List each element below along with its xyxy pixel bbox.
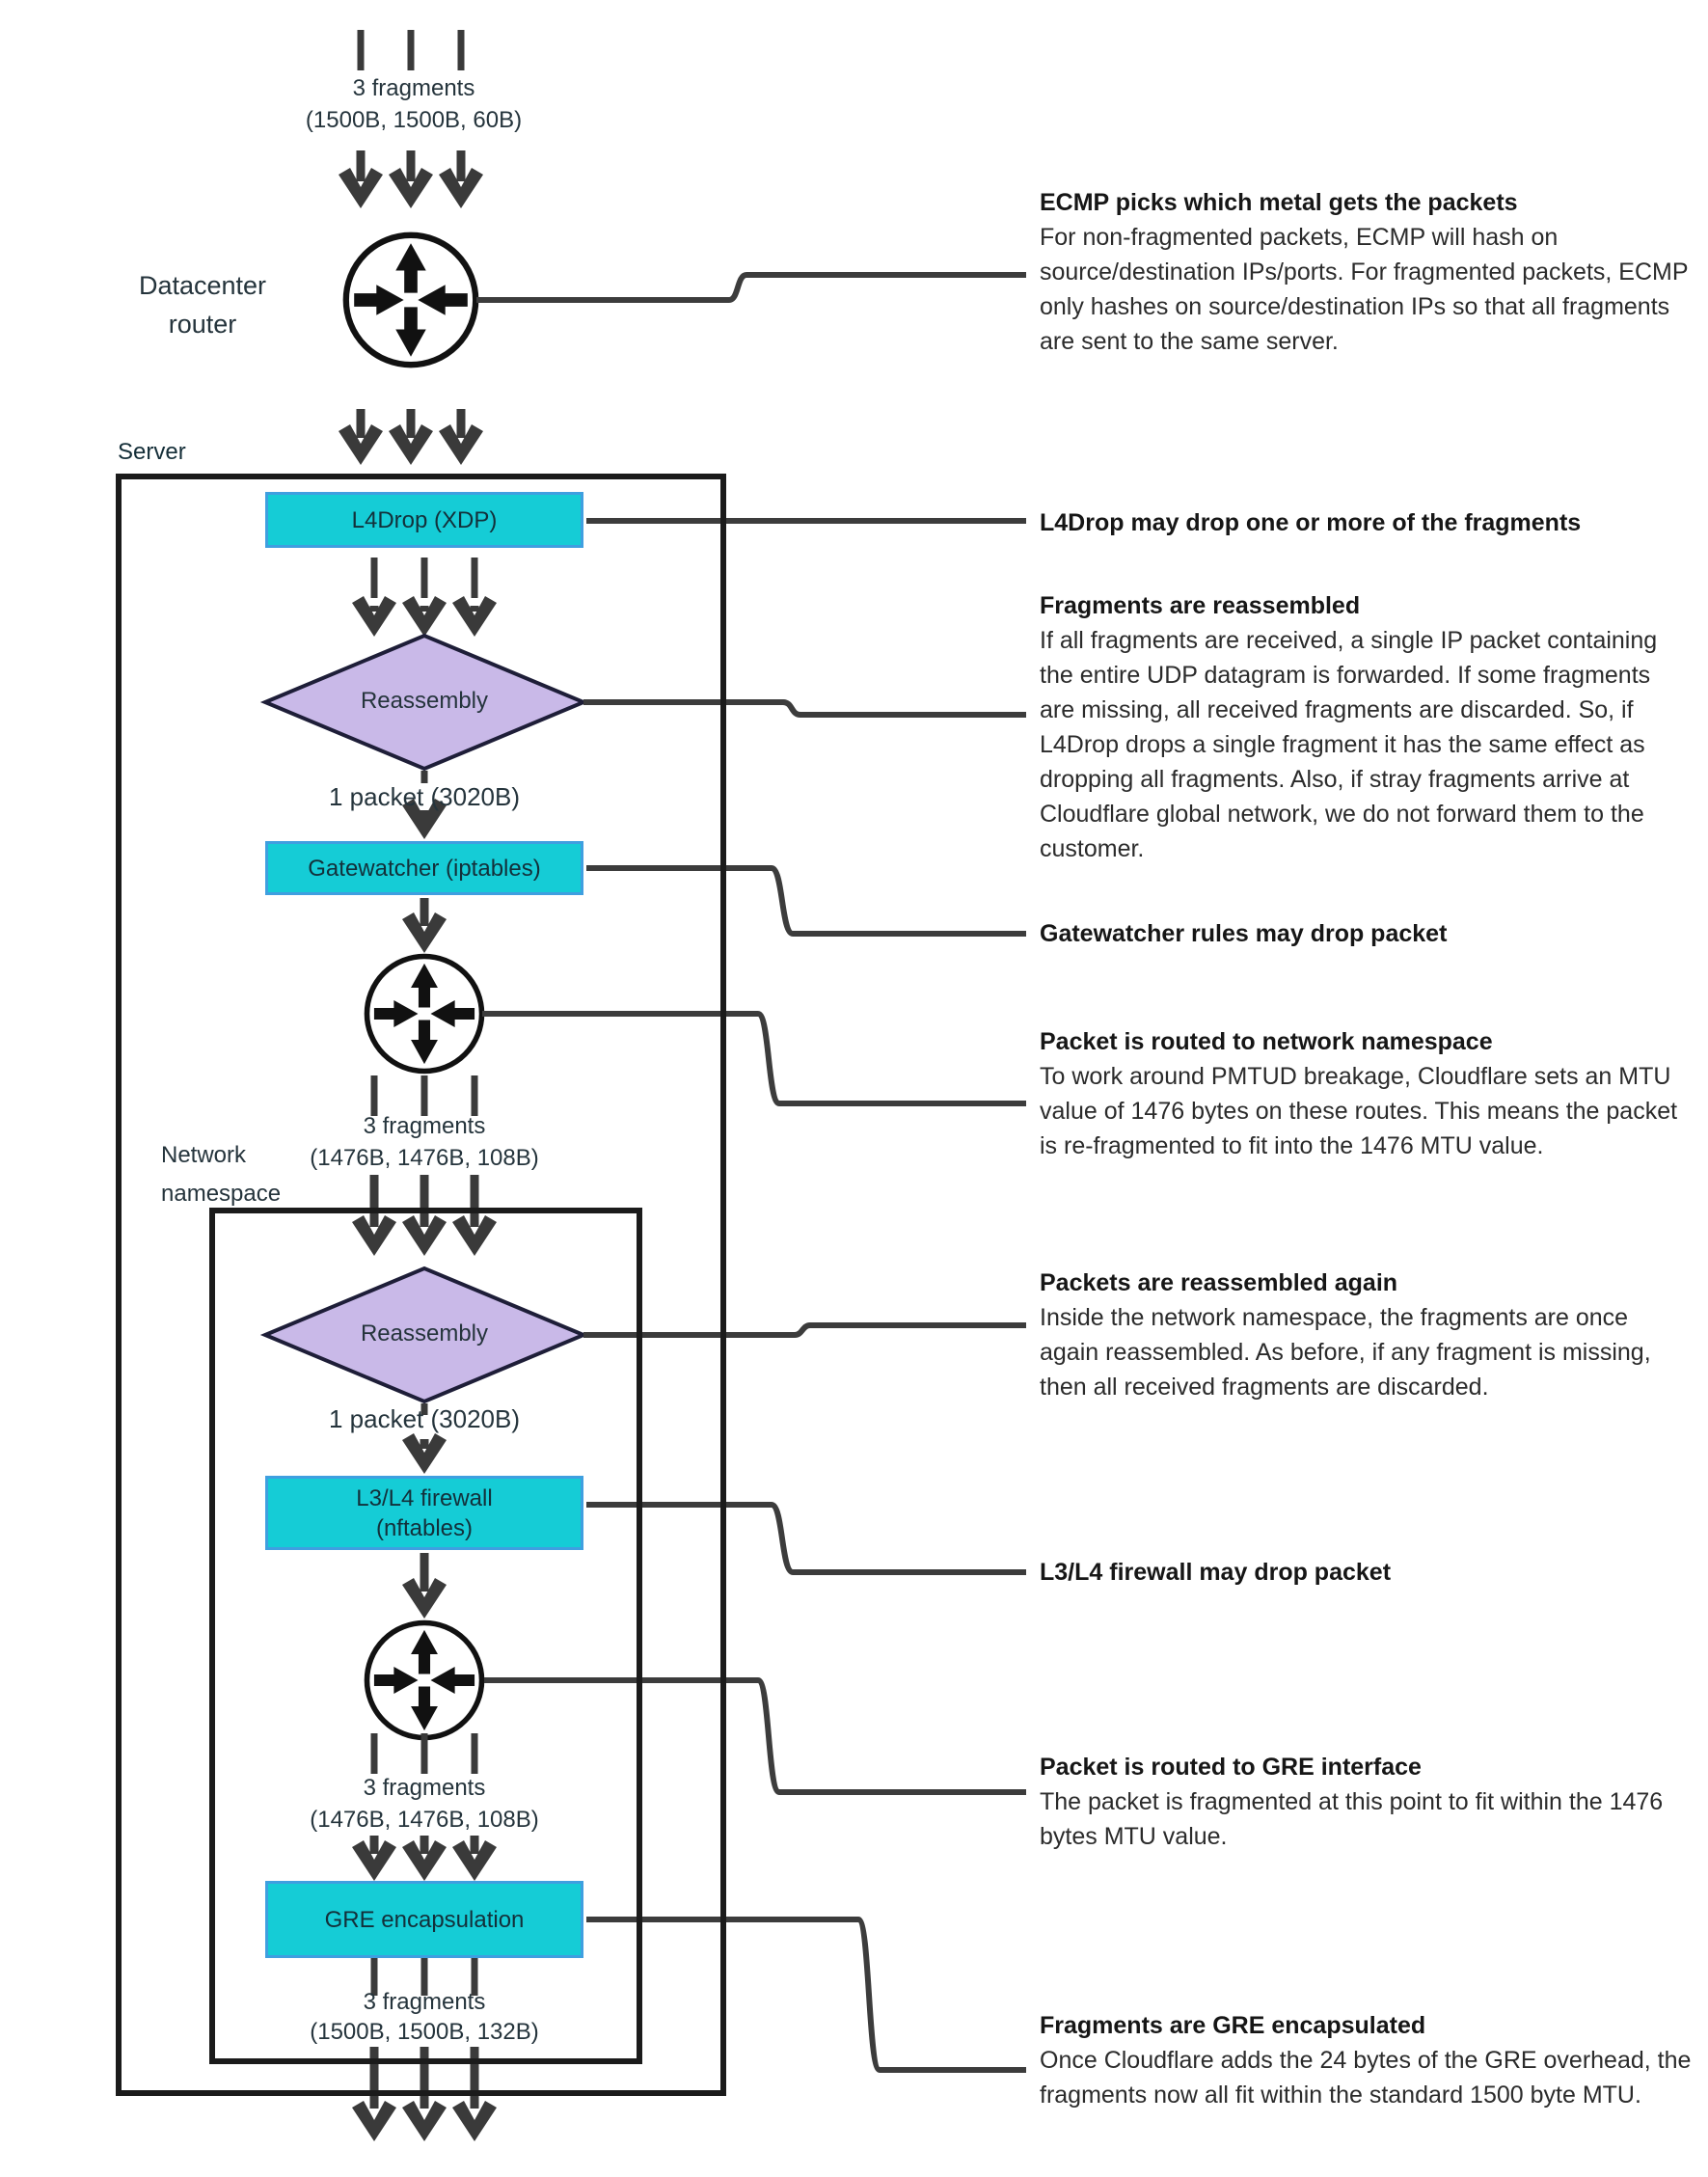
arrows-into-server <box>339 409 483 465</box>
connector-gre <box>586 1919 1026 2070</box>
annotation-ecmp-title: ECMP picks which metal gets the packets <box>1040 189 1518 216</box>
annotation-gatewatcher-title: Gatewatcher rules may drop packet <box>1040 920 1448 947</box>
annotation-ecmp <box>1040 185 1692 359</box>
annotation-reassembled-again <box>1040 1265 1692 1404</box>
l4drop-box <box>265 492 583 548</box>
annotation-reassembled <box>1040 588 1692 866</box>
annotation-gatewatcher <box>1040 916 1692 951</box>
annotation-reassembled-body: If all fragments are received, a single IP packet containing the entire UDP datagram is forwarded. If some fragments are missing, all received fragments are discarded. So, if L4Drop drops a single fragment it has the same effect as dropping all fragments. Also, if stray fragments arrive at Cloudflare global network, we do not forward them to the customer. <box>1040 627 1658 862</box>
datacenter-router-label <box>92 266 313 343</box>
l4drop-label: L4Drop (XDP) <box>351 506 498 533</box>
gre-in-fragments-label: 3 fragments <box>363 1775 486 1801</box>
annotation-ecmp-body: For non-fragmented packets, ECMP will hash on source/destination IPs/ports. For fragmented packets, ECMP only hashes on source/destination IPs so that all fragments are sent to the same server. <box>1040 224 1689 355</box>
fragment-ticks-after-route <box>371 1075 478 1116</box>
annotation-gre-encapsulated <box>1040 2008 1692 2112</box>
annotation-firewall-title: L3/L4 firewall may drop packet <box>1040 1559 1392 1586</box>
arrow-firewall-to-route <box>402 1553 447 1619</box>
annotation-reassembled-again-body: Inside the network namespace, the fragments are once again reassembled. As before, if any fragment is missing, then all received fragments are discarded. <box>1040 1304 1651 1401</box>
packet2-label: 1 packet (3020B) <box>328 1404 520 1433</box>
annotation-firewall <box>1040 1555 1692 1590</box>
annotation-route-namespace-body: To work around PMTUD breakage, Cloudflare sets an MTU value of 1476 bytes on these routes. This means the packet is re-fragmented to fit into the 1476 MTU value. <box>1040 1063 1678 1159</box>
annotation-route-gre-body: The packet is fragmented at this point to fit within the 1476 bytes MTU value. <box>1040 1788 1664 1850</box>
top-fragments-label: 3 fragments <box>352 75 475 101</box>
server-label: Server <box>118 439 186 465</box>
network-namespace-line1: Network <box>161 1142 247 1168</box>
annotation-l4drop-title: L4Drop may drop one or more of the fragments <box>1040 509 1582 536</box>
arrows-into-namespace <box>352 1175 497 1256</box>
arrow-packet-to-firewall <box>402 1433 447 1474</box>
route-icon-namespace <box>366 956 481 1071</box>
reassembly2-label: Reassembly <box>360 1320 489 1347</box>
connector-route-namespace <box>482 1014 1026 1103</box>
ns-in-fragments-sizes: (1476B, 1476B, 108B) <box>310 1145 539 1171</box>
annotation-gre-encapsulated-body: Once Cloudflare adds the 24 bytes of the GRE overhead, the fragments now all fit within the standard 1500 byte MTU. <box>1040 2047 1692 2109</box>
ns-in-fragments-label: 3 fragments <box>363 1113 486 1139</box>
firewall-line1: L3/L4 firewall <box>356 1484 493 1511</box>
network-namespace-line2: namespace <box>161 1181 282 1207</box>
gre-in-fragments-sizes: (1476B, 1476B, 108B) <box>310 1807 539 1833</box>
route-icon-gre <box>366 1622 481 1737</box>
annotation-l4drop <box>1040 505 1692 540</box>
arrows-into-router <box>339 150 483 208</box>
top-fragments-sizes: (1500B, 1500B, 60B) <box>305 107 523 133</box>
connector-reassembly-1 <box>583 702 1026 715</box>
annotation-reassembled-again-title: Packets are reassembled again <box>1040 1269 1398 1296</box>
arrow-gatewatcher-to-route <box>402 898 447 953</box>
datacenter-router-icon <box>346 235 475 365</box>
annotation-route-gre <box>1040 1750 1692 1854</box>
arrows-l4drop-to-reassembly <box>352 558 497 637</box>
gre-box <box>265 1881 583 1958</box>
packet1-label: 1 packet (3020B) <box>328 782 520 811</box>
datacenter-router-line2: router <box>168 310 237 339</box>
gatewatcher-box <box>265 841 583 895</box>
gatewatcher-label: Gatewatcher (iptables) <box>308 855 541 882</box>
out-fragments-label: 3 fragments <box>363 1989 486 2015</box>
fragment-ticks-after-route-gre <box>371 1733 478 1774</box>
annotation-gre-encapsulated-title: Fragments are GRE encapsulated <box>1040 2012 1426 2039</box>
connector-firewall <box>586 1505 1026 1572</box>
annotation-route-gre-title: Packet is routed to GRE interface <box>1040 1754 1422 1781</box>
out-fragments-sizes: (1500B, 1500B, 132B) <box>310 2019 539 2045</box>
network-namespace-label <box>161 1136 281 1213</box>
connector-ecmp <box>476 275 1026 300</box>
annotation-route-namespace-title: Packet is routed to network namespace <box>1040 1028 1493 1055</box>
incoming-fragments-ticks <box>358 30 465 70</box>
gre-label: GRE encapsulation <box>324 1906 525 1933</box>
annotation-route-namespace <box>1040 1024 1692 1163</box>
reassembly1-label: Reassembly <box>360 688 489 714</box>
datacenter-router-line1: Datacenter <box>138 271 267 300</box>
arrows-out-of-server <box>352 2047 497 2141</box>
firewall-line2: (nftables) <box>375 1514 474 1541</box>
annotation-reassembled-title: Fragments are reassembled <box>1040 592 1361 619</box>
firewall-box <box>265 1476 583 1550</box>
connector-gatewatcher <box>586 868 1026 934</box>
connector-reassembly-2 <box>583 1325 1026 1335</box>
arrows-into-gre <box>352 1836 497 1881</box>
